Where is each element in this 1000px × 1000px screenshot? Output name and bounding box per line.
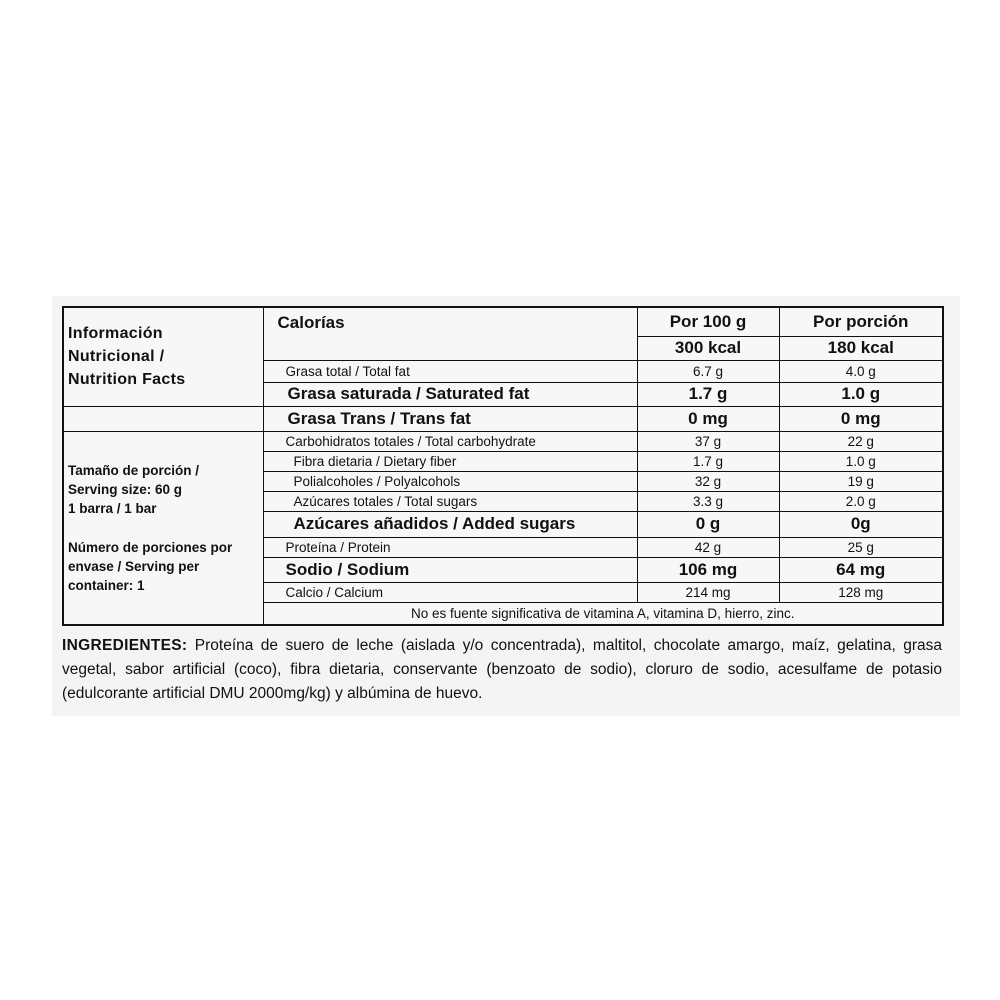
nutrient-label: Grasa total / Total fat (263, 360, 637, 382)
value-per-100g: 37 g (637, 431, 779, 451)
serving-info-cell (63, 431, 263, 625)
value-per-portion: 0 mg (779, 406, 943, 431)
servings-per-line-1: Número de porciones por (68, 539, 233, 555)
ingredients-label: INGREDIENTES: (62, 637, 188, 654)
value-per-portion: 1.0 g (779, 382, 943, 406)
nutrient-label: Grasa saturada / Saturated fat (263, 382, 637, 406)
title-spacer-cell (63, 406, 263, 431)
nutrition-title-line-3: Nutrition Facts (68, 371, 186, 389)
nutrient-label: Azúcares totales / Total sugars (263, 491, 637, 511)
nutrient-label: Carbohidratos totales / Total carbohydrate (263, 431, 637, 451)
value-per-100g: 0 mg (637, 406, 779, 431)
calories-label: Calorías (263, 307, 637, 360)
nutrient-label: Sodio / Sodium (263, 557, 637, 582)
serving-size-line-1: Tamaño de porción / (68, 462, 200, 478)
nutrient-label: Calcio / Calcium (263, 582, 637, 602)
table-footer-note: No es fuente significativa de vitamina A, vitamina D, hierro, zinc. (263, 602, 943, 625)
nutrition-title-line-1: Información (68, 325, 163, 343)
value-per-100g: 1.7 g (637, 382, 779, 406)
value-per-100g: 6.7 g (637, 360, 779, 382)
kcal-per-portion: 180 kcal (779, 336, 943, 360)
value-per-100g: 42 g (637, 537, 779, 557)
serving-size-line-3: 1 barra / 1 bar (68, 500, 157, 516)
value-per-100g: 214 mg (637, 582, 779, 602)
nutrition-facts-table (62, 306, 944, 626)
servings-per-line-3: container: 1 (68, 577, 145, 593)
value-per-portion: 2.0 g (779, 491, 943, 511)
value-per-portion: 1.0 g (779, 451, 943, 471)
nutrient-label: Grasa Trans / Trans fat (263, 406, 637, 431)
value-per-100g: 0 g (637, 511, 779, 537)
kcal-per-100g: 300 kcal (637, 336, 779, 360)
nutrient-label: Proteína / Protein (263, 537, 637, 557)
value-per-100g: 32 g (637, 471, 779, 491)
servings-per-container-block (68, 538, 259, 595)
value-per-portion: 64 mg (779, 557, 943, 582)
ingredients-text: Proteína de suero de leche (aislada y/o concentrada), maltitol, chocolate amargo, maíz, gelatina, grasa vegetal, sabor artificial (coco), fibra dietaria, conservante (benzoato de sodio), cloruro de sodio, acesulfame de potasio (edulcorante artificial DMU 2000mg/kg) y albúmina de huevo. (62, 637, 942, 702)
value-per-portion: 128 mg (779, 582, 943, 602)
value-per-100g: 1.7 g (637, 451, 779, 471)
value-per-portion: 19 g (779, 471, 943, 491)
value-per-100g: 106 mg (637, 557, 779, 582)
nutrition-title-line-2: Nutricional / (68, 348, 165, 366)
nutrient-label: Polialcoholes / Polyalcohols (263, 471, 637, 491)
value-per-portion: 25 g (779, 537, 943, 557)
nutrition-title-cell (63, 307, 263, 406)
nutrient-label: Fibra dietaria / Dietary fiber (263, 451, 637, 471)
serving-size-block (68, 461, 259, 518)
nutrient-label: Azúcares añadidos / Added sugars (263, 511, 637, 537)
value-per-100g: 3.3 g (637, 491, 779, 511)
value-per-portion: 22 g (779, 431, 943, 451)
ingredients-paragraph (62, 634, 942, 706)
col-header-per-100g: Por 100 g (637, 307, 779, 336)
value-per-portion: 0g (779, 511, 943, 537)
col-header-per-portion: Por porción (779, 307, 943, 336)
serving-size-line-2: Serving size: 60 g (68, 481, 183, 497)
servings-per-line-2: envase / Serving per (68, 558, 200, 574)
value-per-portion: 4.0 g (779, 360, 943, 382)
